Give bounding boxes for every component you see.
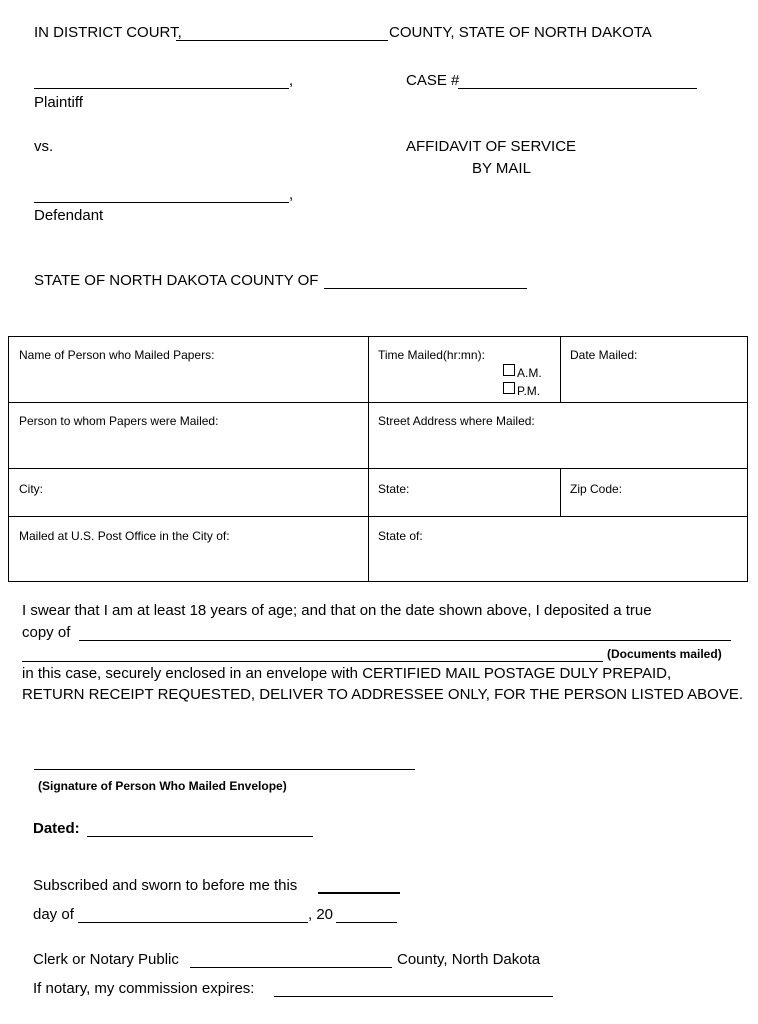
time-mailed-label: Time Mailed(hr:mn): <box>378 348 485 362</box>
table-row-divider <box>9 402 747 403</box>
day-of-label: day of <box>33 906 74 923</box>
state-label: State: <box>378 482 410 496</box>
defendant-label: Defendant <box>34 207 104 224</box>
table-col-divider <box>368 337 369 581</box>
table-row-divider <box>9 468 747 469</box>
document-title-line2: BY MAIL <box>472 160 531 177</box>
documents-copy-field[interactable] <box>79 640 731 641</box>
documents-mailed-field[interactable] <box>22 661 603 662</box>
zip-code-label: Zip Code: <box>570 482 623 496</box>
am-checkbox[interactable] <box>503 364 515 376</box>
city-label: City: <box>19 482 43 496</box>
dated-field[interactable] <box>87 836 313 837</box>
clerk-notary-label: Clerk or Notary Public <box>33 951 179 968</box>
table-col-divider <box>560 337 561 402</box>
sworn-year-field[interactable] <box>336 922 397 923</box>
enclosed-statement-line2: RETURN RECEIPT REQUESTED, DELIVER TO ADDRESSEE ONLY, FOR THE PERSON LISTED ABOVE. <box>22 686 744 703</box>
state-county-label: STATE OF NORTH DAKOTA COUNTY OF <box>34 272 319 289</box>
court-prefix: IN DISTRICT COURT, <box>34 24 182 41</box>
commission-expires-field[interactable] <box>274 996 553 997</box>
person-mailed-to-label: Person to whom Papers were Mailed: <box>19 414 219 428</box>
copy-of-label: copy of <box>22 624 71 641</box>
notary-county-field[interactable] <box>190 967 392 968</box>
state-county-field[interactable] <box>324 288 527 289</box>
case-number-label: CASE # <box>406 72 460 89</box>
state-of-label: State of: <box>378 529 423 543</box>
county-name-field[interactable] <box>176 40 388 41</box>
sworn-day-field[interactable] <box>318 892 400 894</box>
mailer-signature-field[interactable] <box>34 769 415 770</box>
commission-expires-label: If notary, my commission expires: <box>33 980 255 997</box>
court-suffix: COUNTY, STATE OF NORTH DAKOTA <box>389 24 652 41</box>
pm-checkbox[interactable] <box>503 382 515 394</box>
signature-caption: (Signature of Person Who Mailed Envelope) <box>38 779 287 793</box>
year-prefix-label: , 20 <box>308 906 334 923</box>
dated-label: Dated: <box>33 820 80 837</box>
table-row-divider <box>9 516 747 517</box>
sworn-month-field[interactable] <box>78 922 308 923</box>
pm-label: P.M. <box>517 384 541 398</box>
defendant-comma: , <box>289 186 294 203</box>
plaintiff-label: Plaintiff <box>34 94 83 111</box>
plaintiff-name-field[interactable] <box>34 88 289 89</box>
defendant-name-field[interactable] <box>34 202 289 203</box>
county-north-dakota-label: County, North Dakota <box>397 951 541 968</box>
post-office-city-label: Mailed at U.S. Post Office in the City of: <box>19 529 230 543</box>
street-address-label: Street Address where Mailed: <box>378 414 535 428</box>
name-of-mailer-label: Name of Person who Mailed Papers: <box>19 348 215 362</box>
documents-mailed-caption: (Documents mailed) <box>607 647 722 661</box>
plaintiff-comma: , <box>289 72 294 89</box>
enclosed-statement-line1: in this case, securely enclosed in an envelope with CERTIFIED MAIL POSTAGE DULY PREPAID, <box>22 665 672 682</box>
date-mailed-label: Date Mailed: <box>570 348 638 362</box>
versus-label: vs. <box>34 138 54 155</box>
document-title-line1: AFFIDAVIT OF SERVICE <box>406 138 577 155</box>
case-number-field[interactable] <box>458 88 697 89</box>
subscribed-sworn-label: Subscribed and sworn to before me this <box>33 877 298 894</box>
table-col-divider <box>560 468 561 516</box>
mailing-details-table <box>8 336 748 582</box>
swear-statement-line1: I swear that I am at least 18 years of age; and that on the date shown above, I deposited a true <box>22 602 652 619</box>
am-label: A.M. <box>517 366 542 380</box>
